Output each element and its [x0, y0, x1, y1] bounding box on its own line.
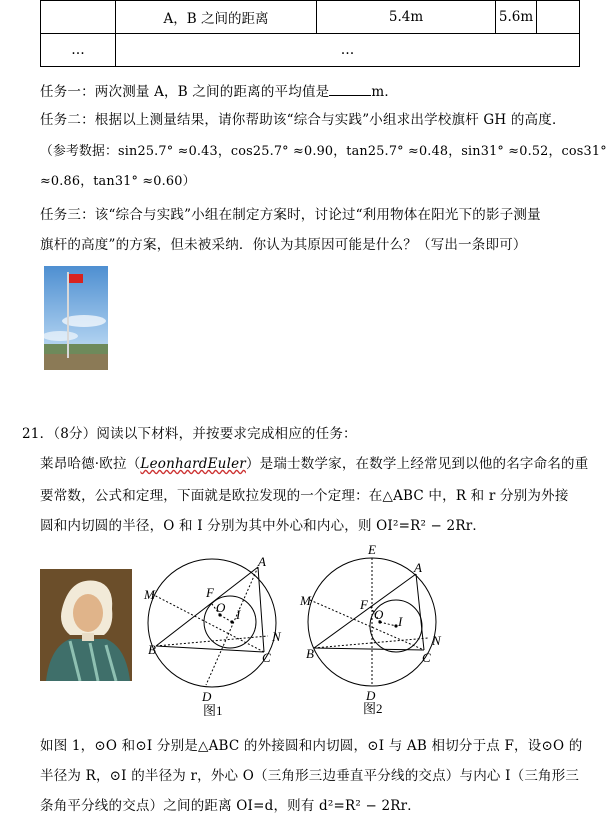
- label-A: A: [414, 560, 422, 575]
- figure-2: [296, 540, 456, 716]
- answer-blank[interactable]: [329, 83, 371, 96]
- label-B: B: [306, 646, 314, 661]
- table-cell-value: 5.4m: [317, 1, 496, 34]
- label-A: A: [258, 554, 266, 569]
- task-one: 任务一：两次测量 A，B 之间的距离的平均值是 m．: [40, 84, 399, 100]
- problem-21-heading: 21．（8分）阅读以下材料，并按要求完成相应的任务：: [22, 426, 357, 442]
- task-three: 任务三：该“综合与实践”小组在制定方案时，讨论过“利用物体在阳光下的影子测量: [40, 207, 541, 223]
- euler-portrait: [40, 569, 132, 681]
- task-two: 任务二：根据以上测量结果，请你帮助该“综合与实践”小组求出学校旗杆 GH 的高度．: [40, 112, 566, 128]
- label-F: F: [360, 597, 368, 612]
- task-two-reference: ≈0.86，tan31° ≈0.60）: [40, 174, 196, 189]
- figure-1-caption: 图1: [203, 703, 223, 716]
- table-row: [41, 1, 580, 34]
- label-C: C: [422, 650, 431, 665]
- label-I: I: [398, 614, 403, 629]
- label-O: O: [374, 607, 384, 622]
- label-N: N: [432, 633, 441, 648]
- table-cell-ellipsis: …: [41, 34, 116, 67]
- problem-21-paragraph: 莱昂哈德·欧拉（LeonhardEuler）是瑞士数学家，在数学上经常见到以他的名字命名的重: [40, 456, 589, 472]
- label-D: D: [202, 689, 212, 704]
- problem-21-paragraph: 要常数，公式和定理，下面就是欧拉发现的一个定理：在△ABC 中，R 和 r 分别为外接: [40, 488, 569, 504]
- task-two-reference: （参考数据：sin25.7° ≈0.43，cos25.7° ≈0.90，tan25.7° ≈0.48，sin31° ≈0.52，cos31°: [40, 144, 607, 159]
- figure-2-caption: 图2: [363, 701, 383, 716]
- task-three: 旗杆的高度”的方案，但未被采纳．你认为其原因可能是什么？（写出一条即可）: [40, 237, 527, 253]
- table-cell-value: 5.6m: [496, 1, 537, 34]
- label-N: N: [272, 629, 281, 644]
- label-E: E: [368, 542, 376, 557]
- figure-1: [140, 548, 300, 716]
- flag-icon: [69, 274, 83, 283]
- label-B: B: [148, 642, 156, 657]
- table-cell-ellipsis: …: [116, 34, 580, 67]
- label-C: C: [262, 650, 271, 665]
- problem-21-body: 半径为 R，⊙I 的半径为 r，外心 O（三角形三边垂直平分线的交点）与内心 I（三角形三: [40, 768, 580, 784]
- problem-21-body: 条角平分线的交点）之间的距离 OI=d，则有 d²=R² − 2Rr．: [40, 798, 421, 814]
- label-I: I: [236, 607, 241, 622]
- label-M: M: [300, 593, 311, 608]
- table-cell-label: A，B 之间的距离: [116, 1, 317, 34]
- measurement-table: [40, 0, 580, 67]
- label-D: D: [366, 688, 376, 703]
- table-row: [41, 34, 580, 67]
- problem-21-body: 如图 1，⊙O 和⊙I 分别是△ABC 的外接圆和内切圆，⊙I 与 AB 相切分于点 F，设⊙O 的: [40, 738, 583, 754]
- label-O: O: [216, 600, 226, 615]
- euler-name: LeonhardEuler: [140, 456, 246, 472]
- label-M: M: [144, 587, 155, 602]
- label-F: F: [206, 585, 214, 600]
- flagpole-photo: [44, 266, 108, 370]
- problem-21-paragraph: 圆和内切圆的半径，O 和 I 分别为其中外心和内心，则 OI²=R² − 2Rr．: [40, 518, 487, 534]
